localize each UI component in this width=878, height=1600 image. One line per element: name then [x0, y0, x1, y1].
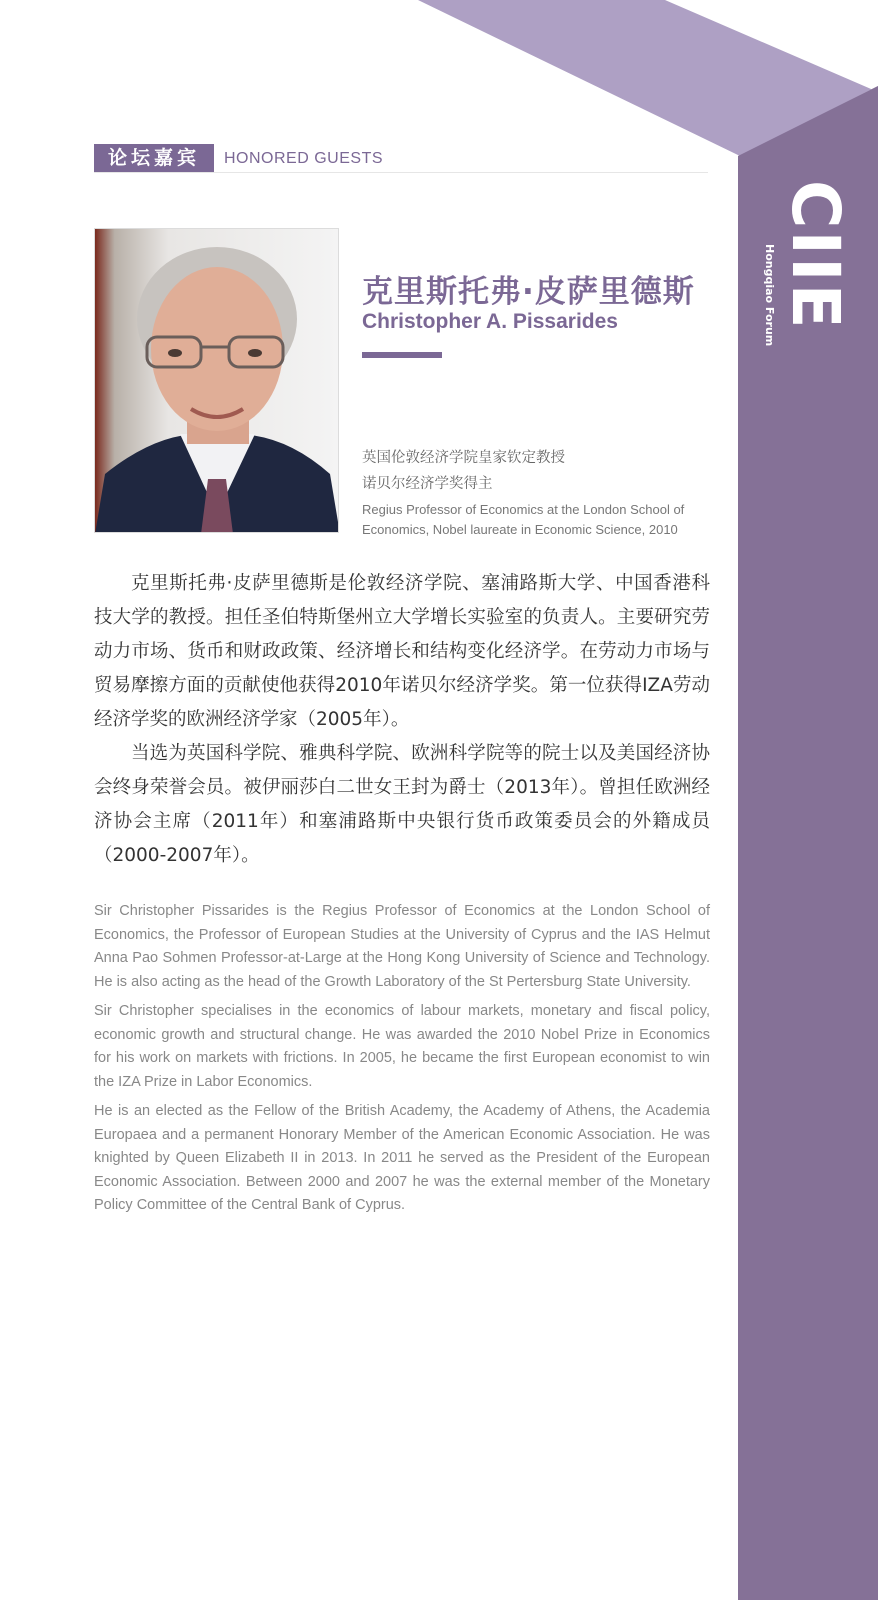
guest-portrait — [94, 228, 339, 533]
brand-sub-text: Hongqiao Forum — [763, 244, 776, 347]
guest-name-cn: 克里斯托弗·皮萨里德斯 — [362, 274, 695, 310]
guest-title-en: Regius Professor of Economics at the London School of Economics, Nobel laureate in Economic Science, 2010 — [362, 502, 685, 537]
header-badge: 论坛嘉宾 — [94, 144, 214, 172]
biography-en-paragraph: Sir Christopher Pissarides is the Regius Professor of Economics at the London School of Economics, the Professor of European Studies at the University of Cyprus and the IAS Helmut Anna Pao Sohmen Professor-at-Large at the Hong Kong University of Science and Technology. He is also acting as the head of the Growth Laboratory of the St Pertersburg State University. — [94, 903, 710, 990]
guest-title-cn-1: 英国伦敦经济学院皇家钦定教授 — [362, 450, 565, 466]
name-underline — [362, 352, 442, 358]
guest-name-en: Christopher A. Pissarides — [362, 310, 618, 333]
brand-main-text: CIIE — [777, 180, 854, 331]
guest-title-cn-2: 诺贝尔经济学奖得主 — [362, 476, 493, 492]
biography-en-paragraph: Sir Christopher specialises in the economics of labour markets, monetary and fiscal policy, economic growth and structural change. He was awarded the 2010 Nobel Prize in Economics for his work on markets with frictions. In 2005, he became the first European economist to win the IZA Prize in Labor Economics. — [94, 1003, 710, 1090]
biography-en-paragraph: He is an elected as the Fellow of the British Academy, the Academy of Athens, the Academia Europaea and a permanent Honorary Member of the American Economic Association. He was knighted by Queen Elizabeth II in 2013. In 2011 he served as the President of the European Economic Association. Between 2000 and 2007 he was the external member of the Monetary Policy Committee of the Central Bank of Cyprus. — [94, 1103, 710, 1213]
biography-cn-paragraph: 克里斯托弗·皮萨里德斯是伦敦经济学院、塞浦路斯大学、中国香港科技大学的教授。担任圣伯特斯堡州立大学增长实验室的负责人。主要研究劳动力市场、货币和财政政策、经济增长和结构变化经济学。在劳动力市场与贸易摩擦方面的贡献使他获得2010年诺贝尔经济学奖。第一位获得IZA劳动经济学奖的欧洲经济学家（2005年）。 — [94, 573, 710, 730]
biography-en — [94, 900, 710, 1224]
biography-cn — [94, 567, 710, 873]
section-header — [94, 144, 708, 173]
header-title-en: HONORED GUESTS — [224, 150, 384, 167]
ciie-logo — [764, 180, 864, 360]
portrait-illustration — [95, 229, 339, 533]
biography-cn-paragraph: 当选为英国科学院、雅典科学院、欧洲科学院等的院士以及美国经济协会终身荣誉会员。被伊丽莎白二世女王封为爵士（2013年）。曾担任欧洲经济协会主席（2011年）和塞浦路斯中央银行货币政策委员会的外籍成员（2000-2007年）。 — [94, 743, 710, 866]
